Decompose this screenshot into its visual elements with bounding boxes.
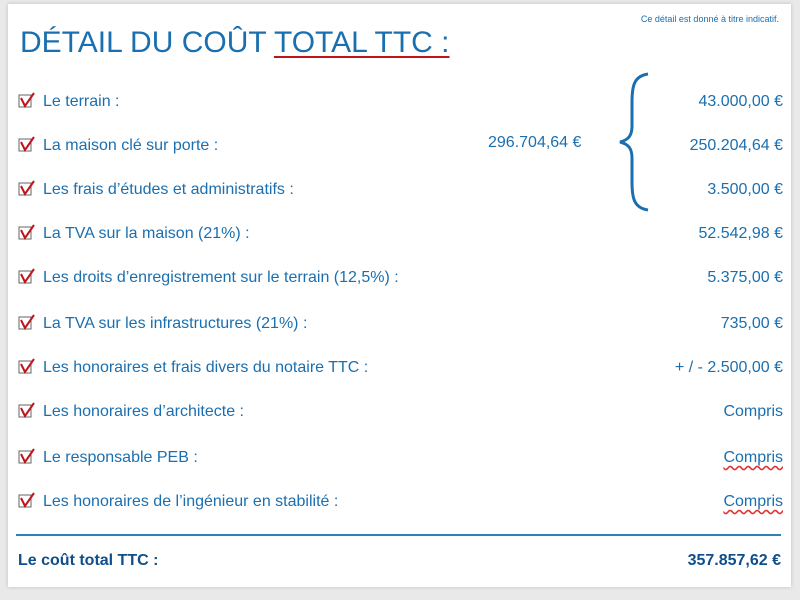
page-title xyxy=(20,26,450,60)
cost-row-tva-infrastructures xyxy=(18,312,783,338)
cost-row-notaire xyxy=(18,356,783,382)
title-underlined: TOTAL TTC : xyxy=(273,26,450,59)
title-prefix: DÉTAIL DU COÛT xyxy=(20,26,274,59)
cost-value: + / - 2.500,00 € xyxy=(674,359,783,376)
cost-value: 3.500,00 € xyxy=(707,181,783,198)
cost-row-frais-etudes xyxy=(18,178,783,204)
total-value: 357.857,62 € xyxy=(687,552,781,569)
cost-value: 5.375,00 € xyxy=(707,269,783,286)
cost-value: 250.204,64 € xyxy=(689,137,783,154)
disclaimer-note: Ce détail est donné à titre indicatif. xyxy=(640,14,779,24)
cost-value: 52.542,98 € xyxy=(698,225,783,242)
checkbox-v-icon xyxy=(18,268,36,286)
checkbox-v-icon xyxy=(18,136,36,154)
cost-label: Les frais d’études et administratifs : xyxy=(43,181,294,198)
cost-label: Le responsable PEB : xyxy=(43,449,198,466)
checkbox-v-icon xyxy=(18,358,36,376)
curly-brace-icon xyxy=(616,72,656,212)
cost-row-architecte xyxy=(18,400,783,426)
checkbox-v-icon xyxy=(18,492,36,510)
cost-value: Compris xyxy=(723,403,783,420)
total-label: Le coût total TTC : xyxy=(18,552,159,569)
group-subtotal: 296.704,64 € xyxy=(488,134,582,151)
checkbox-v-icon xyxy=(18,314,36,332)
cost-detail-page xyxy=(8,4,791,587)
cost-row-maison xyxy=(18,134,783,160)
cost-label: La TVA sur les infrastructures (21%) : xyxy=(43,315,308,332)
cost-value: 43.000,00 € xyxy=(698,93,783,110)
checkbox-v-icon xyxy=(18,448,36,466)
cost-label: Les honoraires d’architecte : xyxy=(43,403,244,420)
cost-value: 735,00 € xyxy=(720,315,783,332)
checkbox-v-icon xyxy=(18,402,36,420)
cost-value: Compris xyxy=(723,493,783,510)
cost-row-peb xyxy=(18,446,783,472)
cost-label: Le terrain : xyxy=(43,93,120,110)
cost-row-droits-enregistrement xyxy=(18,266,783,292)
cost-label: Les honoraires et frais divers du notaire TTC : xyxy=(43,359,369,376)
cost-row-tva-maison xyxy=(18,222,783,248)
cost-row-ingenieur xyxy=(18,490,783,516)
total-divider xyxy=(16,534,781,536)
checkbox-v-icon xyxy=(18,224,36,242)
cost-label: Les droits d’enregistrement sur le terrain (12,5%) : xyxy=(43,269,399,286)
checkbox-v-icon xyxy=(18,180,36,198)
checkbox-v-icon xyxy=(18,92,36,110)
cost-label: La maison clé sur porte : xyxy=(43,137,219,154)
cost-label: Les honoraires de l’ingénieur en stabilité : xyxy=(43,493,339,510)
cost-value: Compris xyxy=(723,449,783,466)
cost-label: La TVA sur la maison (21%) : xyxy=(43,225,250,242)
cost-row-terrain xyxy=(18,90,783,116)
